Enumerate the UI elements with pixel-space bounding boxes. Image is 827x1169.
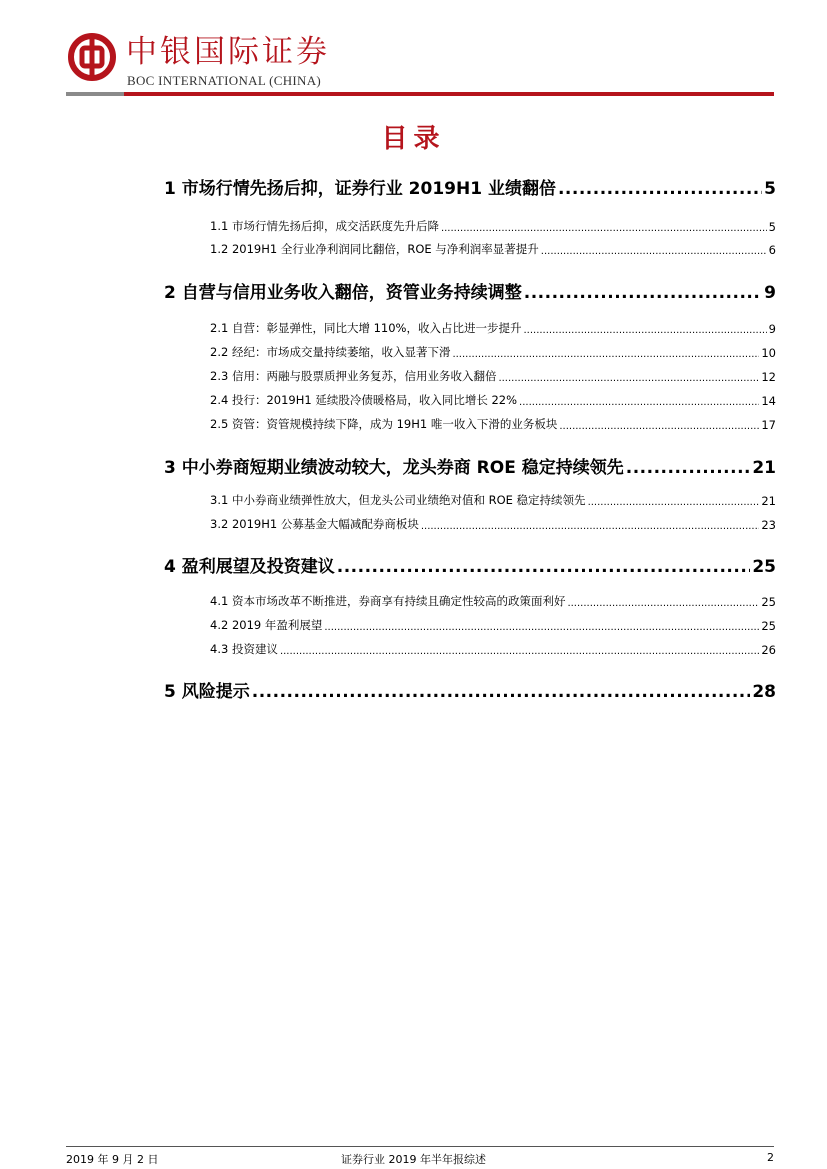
toc-entry-4[interactable] [164,552,776,577]
toc-entry-label: 2.4 投行：2019H1 延续股冷债暖格局，收入同比增长 22% [210,393,518,407]
toc-entry-label: 1 市场行情先扬后抑，证券行业 2019H1 业绩翻倍 [164,179,556,199]
toc-entry-label: 4.3 投资建议 [210,642,278,656]
toc-entry-page: 5 [768,220,776,234]
dot-leader [324,622,759,633]
toc-entry-1[interactable] [164,174,776,199]
toc-entry-2-5[interactable] [210,416,776,432]
toc-entry-2-1[interactable] [210,320,776,336]
toc-entry-page: 23 [761,518,776,532]
header-divider-gray [66,92,124,96]
toc-entry-label: 4.2 2019 年盈利展望 [210,618,323,632]
toc-entry-page: 6 [768,243,776,257]
toc-entry-label: 1.1 市场行情先扬后抑，成交活跃度先升后降 [210,219,439,233]
toc-title: 目录 [381,124,446,154]
footer-page-number: 2 [767,1151,774,1164]
toc-entry-label: 4 盈利展望及投资建议 [164,557,335,577]
toc-entry-page: 25 [761,619,776,633]
toc-entry-page: 26 [761,643,776,657]
toc-entry-label: 5 风险提示 [164,682,250,702]
toc-entry-page: 21 [752,458,776,478]
toc-entry-page: 14 [761,394,776,408]
dot-leader [519,397,759,408]
toc-entry-page: 21 [761,494,776,508]
dot-leader [280,646,759,657]
toc-entry-page: 10 [761,346,776,360]
footer-date: 2019 年 9 月 2 日 [66,1153,159,1166]
dot-leader [541,246,767,257]
toc-entry-label: 3 中小券商短期业绩波动较大，龙头券商 ROE 稳定持续领先 [164,458,624,478]
header-divider-red [124,92,774,96]
footer-divider [66,1146,774,1147]
toc-entry-2[interactable] [164,278,776,303]
footer-report-title: 证券行业 2019 年半年报综述 [341,1153,486,1166]
dot-leader [498,373,759,384]
toc-entry-page: 9 [768,322,776,336]
toc-entry-page: 12 [761,370,776,384]
toc-entry-2-3[interactable] [210,368,776,384]
toc-entry-2-2[interactable] [210,344,776,360]
toc-entry-page: 25 [761,595,776,609]
toc-entry-1-1[interactable] [210,218,776,234]
dot-leader [626,458,751,478]
toc-entry-label: 4.1 资本市场改革不断推进，券商享有持续且确定性较高的政策面利好 [210,594,566,608]
toc-entry-4-1[interactable] [210,593,776,609]
toc-entry-label: 2 自营与信用业务收入翻倍，资管业务持续调整 [164,283,522,303]
toc-entry-page: 25 [752,557,776,577]
toc-entry-2-4[interactable] [210,392,776,408]
toc-entry-label: 1.2 2019H1 全行业净利润同比翻倍，ROE 与净利润率显著提升 [210,242,539,256]
brand-name-cn: 中银国际证券 [126,34,330,70]
toc-entry-3[interactable] [164,453,776,478]
toc-entry-label: 2.3 信用：两融与股票质押业务复苏，信用业务收入翻倍 [210,369,497,383]
toc-entry-page: 9 [764,283,776,303]
toc-entry-label: 2.2 经纪：市场成交量持续萎缩，收入显著下滑 [210,345,451,359]
dot-leader [252,682,751,702]
toc-entry-label: 2.5 资管：资管规模持续下降，成为 19H1 唯一收入下滑的业务板块 [210,417,558,431]
toc-entry-page: 28 [752,682,776,702]
dot-leader [559,421,759,432]
dot-leader [558,179,762,199]
toc-entry-4-3[interactable] [210,641,776,657]
dot-leader [452,349,759,360]
toc-entry-page: 5 [764,179,776,199]
dot-leader [588,497,760,508]
brand-name-en: BOC INTERNATIONAL (CHINA) [127,73,322,88]
dot-leader [337,557,751,577]
dot-leader [567,598,759,609]
boc-logo-icon [68,33,116,81]
toc-entry-page: 17 [761,418,776,432]
toc-entry-label: 3.1 中小券商业绩弹性放大，但龙头公司业绩绝对值和 ROE 稳定持续领先 [210,493,586,507]
toc-entry-1-2[interactable] [210,241,776,257]
toc-entry-4-2[interactable] [210,617,776,633]
dot-leader [523,325,766,336]
toc-entry-3-2[interactable] [210,516,776,532]
toc-entry-5[interactable] [164,677,776,702]
dot-leader [441,223,767,234]
toc-entry-3-1[interactable] [210,492,776,508]
dot-leader [421,521,760,532]
dot-leader [524,283,762,303]
toc-entry-label: 3.2 2019H1 公募基金大幅减配券商板块 [210,517,419,531]
toc-entry-label: 2.1 自营：彰显弹性，同比大增 110%，收入占比进一步提升 [210,321,522,335]
